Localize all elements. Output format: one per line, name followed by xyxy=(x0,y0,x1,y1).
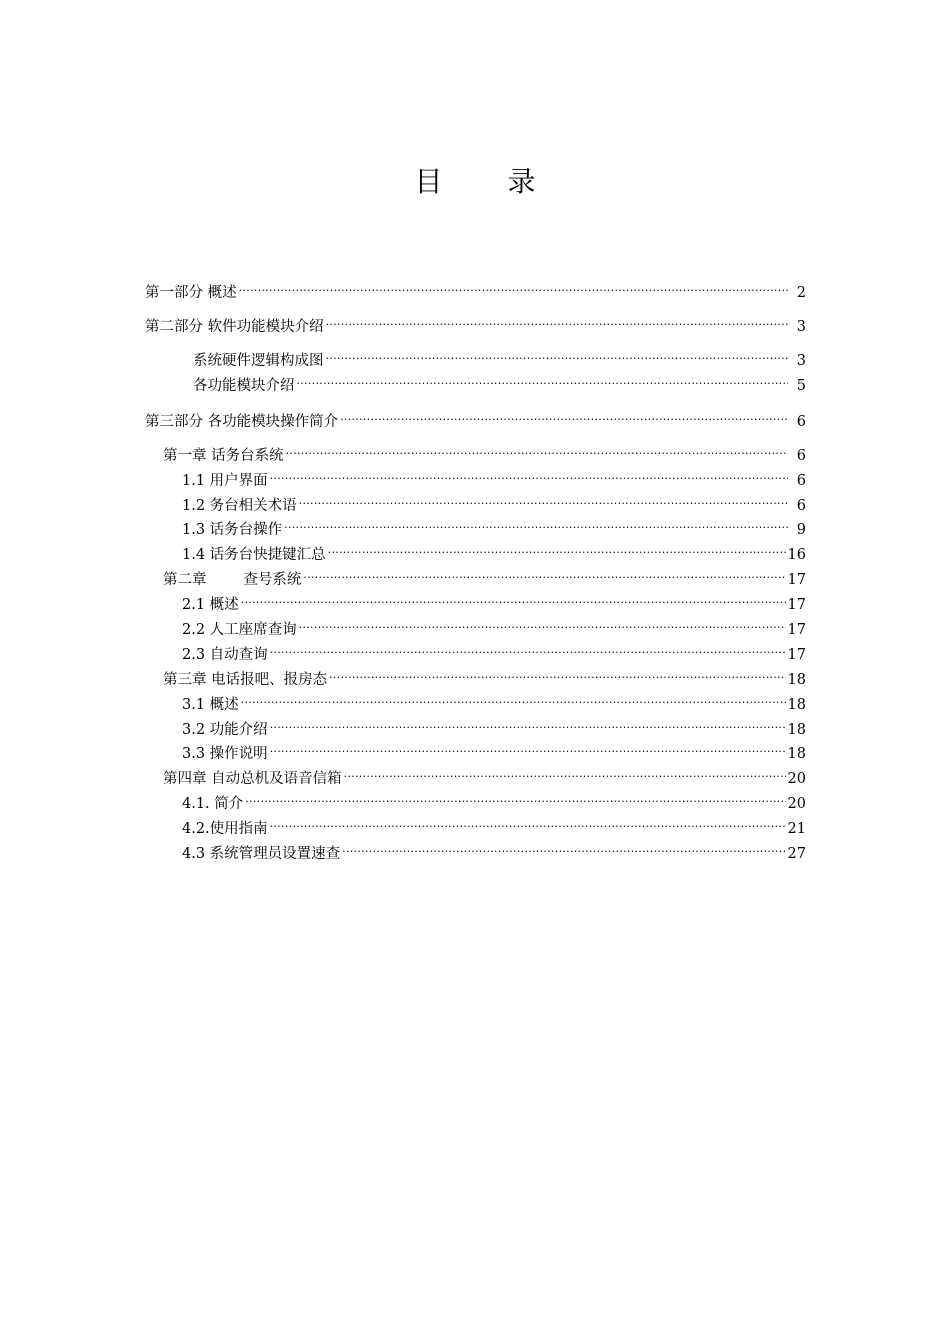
toc-entry-label: 2.2 人工座席查询 xyxy=(182,622,297,638)
toc-entry-label: 1.1 用户界面 xyxy=(182,473,268,489)
toc-entry-chapter4[interactable] xyxy=(163,763,806,787)
toc-entry-label: 1.4 话务台快捷键汇总 xyxy=(182,547,326,563)
toc-entry-page: 20 xyxy=(787,796,806,812)
toc-entry-page: 18 xyxy=(787,722,806,738)
toc-entry-2-3[interactable] xyxy=(182,639,806,663)
toc-leader-dots xyxy=(270,639,786,659)
toc-entry-4-2[interactable] xyxy=(182,813,806,837)
toc-entry-label: 2.1 概述 xyxy=(182,597,239,613)
toc-entry-page: 16 xyxy=(787,547,806,563)
toc-leader-dots xyxy=(297,370,789,390)
toc-entry-page: 6 xyxy=(796,448,806,464)
toc-entry-part2[interactable] xyxy=(145,311,806,335)
toc-entry-3-3[interactable] xyxy=(182,738,806,762)
toc-entry-1-4[interactable] xyxy=(182,539,806,563)
toc-leader-dots xyxy=(241,689,786,709)
toc-leader-dots xyxy=(344,763,786,783)
toc-entry-3-1[interactable] xyxy=(182,689,806,713)
toc-entry-page: 18 xyxy=(787,672,806,688)
toc-entry-label: 4.1. 简介 xyxy=(182,796,244,812)
toc-leader-dots xyxy=(270,738,786,758)
toc-entry-part3[interactable] xyxy=(145,406,806,430)
toc-leader-dots xyxy=(326,311,788,331)
toc-leader-dots xyxy=(270,813,786,833)
toc-entry-3-2[interactable] xyxy=(182,714,806,738)
toc-entry-1-2[interactable] xyxy=(182,490,806,514)
toc-entry-4-1[interactable] xyxy=(182,788,806,812)
toc-entry-chapter2[interactable] xyxy=(163,564,806,588)
toc-entry-page: 3 xyxy=(796,353,806,369)
toc-entry-page: 21 xyxy=(787,821,806,837)
toc-entry-label: 3.2 功能介绍 xyxy=(182,722,268,738)
toc-leader-dots xyxy=(241,589,786,609)
toc-leader-dots xyxy=(299,614,786,634)
toc-entry-label: 第四章 自动总机及语音信箱 xyxy=(163,771,342,787)
toc-entry-modules[interactable] xyxy=(193,370,806,394)
toc-entry-chapter3[interactable] xyxy=(163,664,806,688)
toc-entry-page: 17 xyxy=(787,622,806,638)
toc-entry-label: 第一部分 概述 xyxy=(145,285,237,301)
toc-leader-dots xyxy=(239,277,788,297)
toc-entry-page: 6 xyxy=(796,473,806,489)
toc-entry-label: 1.3 话务台操作 xyxy=(182,522,283,538)
toc-entry-label: 第二部分 软件功能模块介绍 xyxy=(145,319,324,335)
toc-entry-part1[interactable] xyxy=(145,277,806,301)
toc-leader-dots xyxy=(270,465,788,485)
toc-entry-page: 17 xyxy=(787,647,806,663)
toc-entry-label: 4.2.使用指南 xyxy=(182,821,268,837)
toc-entry-1-1[interactable] xyxy=(182,465,806,489)
toc-entry-chapter1[interactable] xyxy=(163,440,806,464)
toc-leader-dots xyxy=(326,345,789,365)
toc-entry-label: 第一章 话务台系统 xyxy=(163,448,284,464)
toc-entry-label: 1.2 务台相关术语 xyxy=(182,498,297,514)
toc-entry-hardware[interactable] xyxy=(193,345,806,369)
toc-leader-dots xyxy=(342,838,785,858)
toc-entry-label: 系统硬件逻辑构成图 xyxy=(193,353,324,369)
toc-entry-label: 3.3 操作说明 xyxy=(182,746,268,762)
toc-entry-page: 18 xyxy=(787,697,806,713)
toc-entry-page: 3 xyxy=(796,319,806,335)
toc-entry-2-2[interactable] xyxy=(182,614,806,638)
toc-leader-dots xyxy=(245,788,785,808)
toc-entry-page: 27 xyxy=(787,846,806,862)
toc-leader-dots xyxy=(299,490,788,510)
toc-entry-page: 6 xyxy=(796,498,806,514)
toc-entry-page: 5 xyxy=(796,378,806,394)
toc-entry-label: 第三部分 各功能模块操作简介 xyxy=(145,414,339,430)
toc-entry-label: 4.3 系统管理员设置速查 xyxy=(182,846,341,862)
toc-entry-label: 第三章 电话报吧、报房态 xyxy=(163,672,328,688)
toc-entry-page: 18 xyxy=(787,746,806,762)
toc-entry-2-1[interactable] xyxy=(182,589,806,613)
toc-entry-4-3[interactable] xyxy=(182,838,806,862)
toc-entry-page: 6 xyxy=(796,414,806,430)
toc-leader-dots xyxy=(270,714,786,734)
toc-leader-dots xyxy=(286,440,788,460)
toc-entry-page: 2 xyxy=(796,285,806,301)
toc-entry-1-3[interactable] xyxy=(182,514,806,538)
toc-leader-dots xyxy=(329,664,785,684)
toc-title: 目 录 xyxy=(414,165,564,198)
toc-leader-dots xyxy=(328,539,786,559)
toc-leader-dots xyxy=(303,564,785,584)
toc-entry-label: 各功能模块介绍 xyxy=(193,378,295,394)
toc-leader-dots xyxy=(284,514,788,534)
toc-entry-page: 17 xyxy=(787,597,806,613)
toc-entry-page: 20 xyxy=(787,771,806,787)
toc-entry-page: 9 xyxy=(796,522,806,538)
toc-entry-label: 第二章 查号系统 xyxy=(163,572,302,588)
toc-entry-label: 2.3 自动查询 xyxy=(182,647,268,663)
toc-entry-label: 3.1 概述 xyxy=(182,697,239,713)
toc-entry-page: 17 xyxy=(787,572,806,588)
toc-leader-dots xyxy=(340,406,788,426)
